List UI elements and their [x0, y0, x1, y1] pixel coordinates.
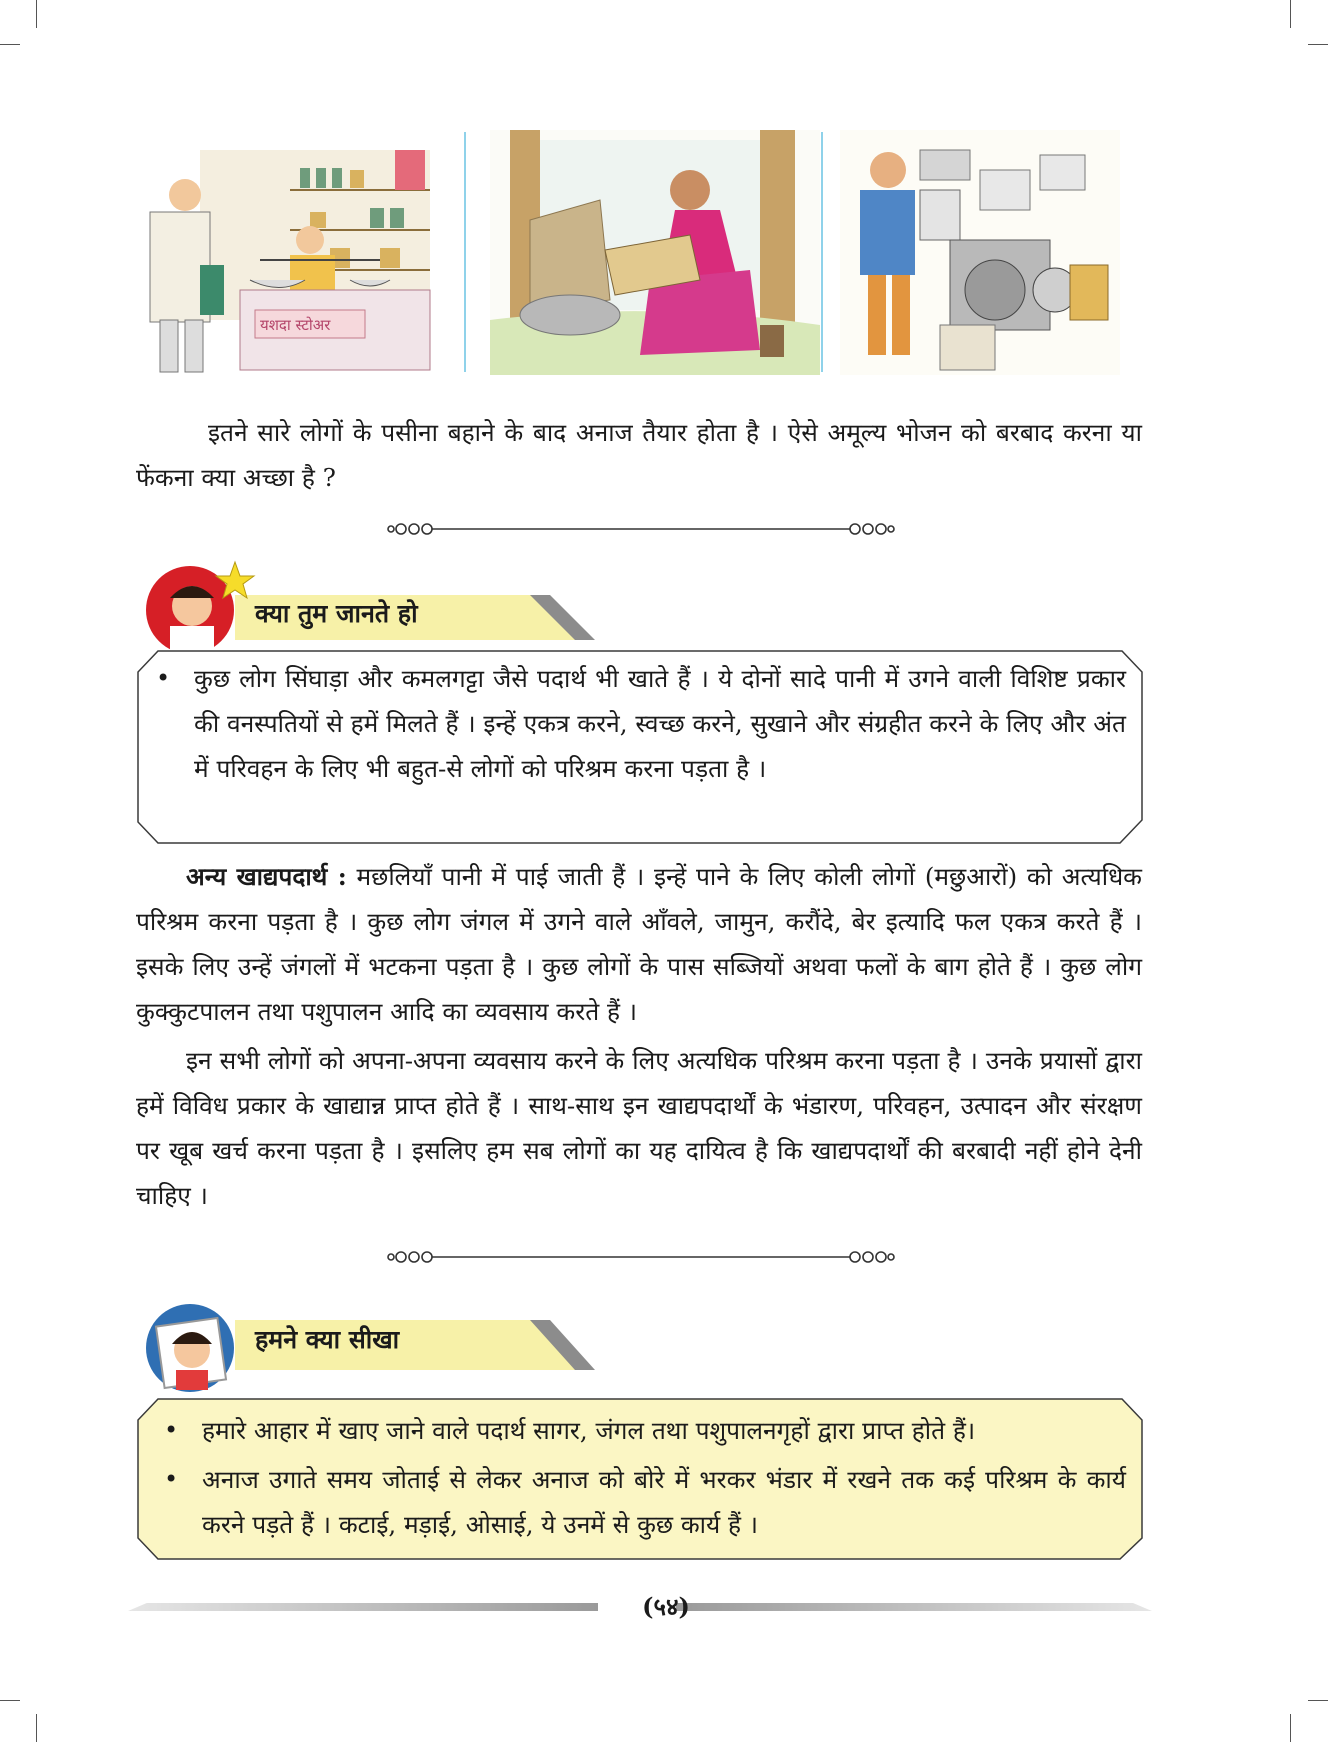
- effort-paragraph: इन सभी लोगों को अपना-अपना व्यवसाय करने के लिए अत्यधिक परिश्रम करना पड़ता है । उनके प्रयासों द्वारा हमें विविध प्रकार के खाद्यान्न प्राप्त होते हैं । साथ-साथ इन खाद्यपदार्थों के भंडारण, परिवहन, उत्पादन और संरक्षण पर खूब खर्च करना पड़ता है । इसलिए हम सब लोगों का यह दायित्व है कि खाद्यपदार्थों की बरबादी नहीं होने देनी चाहिए ।: [136, 1046, 1142, 1210]
- other-foods-heading: अन्य खाद्यपदार्थ :: [186, 862, 347, 891]
- crop-mark: [1308, 44, 1328, 45]
- illustration-separator: [464, 132, 466, 372]
- footer-rule-left: [128, 1603, 598, 1611]
- section-divider: [386, 517, 896, 541]
- illustration-separator: [821, 132, 823, 372]
- shop-sign-text: यशदा स्टोअर: [260, 316, 331, 334]
- what-we-learned-box: [136, 1398, 1144, 1560]
- crop-mark: [1290, 1714, 1291, 1742]
- footer-rule-right: [676, 1603, 1152, 1611]
- what-we-learned-point-text: अनाज उगाते समय जोताई से लेकर अनाज को बोरे में भरकर भंडार में रखने तक कई परिश्रम के कार्य करने पड़ते हैं । कटाई, मड़ाई, ओसाई, ये उनमें से कुछ कार्य हैं ।: [202, 1465, 1126, 1539]
- crop-mark: [0, 1700, 20, 1701]
- flour-mill-illustration: [840, 130, 1120, 375]
- page-number: (५४): [642, 1592, 690, 1621]
- did-you-know-banner: [140, 560, 600, 650]
- crop-mark: [36, 1714, 37, 1742]
- bullet-icon: •: [156, 664, 171, 692]
- did-you-know-point: [156, 656, 1126, 791]
- what-we-learned-point: [164, 1408, 1126, 1453]
- what-we-learned-banner: [140, 1300, 600, 1395]
- bullet-icon: •: [164, 1465, 179, 1493]
- did-you-know-title: क्या तुम जानते हो: [255, 599, 418, 628]
- crop-mark: [0, 44, 20, 45]
- what-we-learned-point: [164, 1457, 1126, 1547]
- grocery-shop-illustration: [140, 130, 440, 375]
- woman-winnowing-grain-illustration: [490, 130, 820, 375]
- did-you-know-box: [136, 650, 1144, 844]
- crop-mark: [36, 0, 37, 28]
- crop-mark: [1290, 0, 1291, 28]
- other-foods-paragraph: [136, 854, 1142, 1034]
- intro-paragraph: इतने सारे लोगों के पसीना बहाने के बाद अनाज तैयार होता है । ऐसे अमूल्य भोजन को बरबाद करना या फेंकना क्या अच्छा है ?: [136, 418, 1142, 492]
- what-we-learned-point-text: हमारे आहार में खाए जाने वाले पदार्थ सागर, जंगल तथा पशुपालनगृहों द्वारा प्राप्त होते हैं।: [202, 1416, 976, 1445]
- did-you-know-point-text: कुछ लोग सिंघाड़ा और कमलगट्टा जैसे पदार्थ भी खाते हैं । ये दोनों सादे पानी में उगने वाली विशिष्ट प्रकार की वनस्पतियों से हमें मिलते हैं । इन्हें एकत्र करने, स्वच्छ करने, सुखाने और संग्रहीत करने के लिए और अंत में परिवहन के लिए भी बहुत-से लोगों को परिश्रम करना पड़ता है ।: [194, 664, 1126, 783]
- other-foods-text: मछलियाँ पानी में पाई जाती हैं । इन्हें पाने के लिए कोली लोगों (मछुआरों) को अत्यधिक परिश्रम करना पड़ता है । कुछ लोग जंगल में उगने वाले आँवले, जामुन, करौंदे, बेर इत्यादि फल एकत्र करते हैं । इसके लिए उन्हें जंगलों में भटकना पड़ता है । कुछ लोगों के पास सब्जियों अथवा फलों के बाग होते हैं । कुछ लोग कुक्कुटपालन तथा पशुपालन आदि का व्यवसाय करते हैं ।: [136, 862, 1142, 1026]
- bullet-icon: •: [164, 1416, 179, 1444]
- section-divider: [386, 1245, 896, 1269]
- crop-mark: [1308, 1700, 1328, 1701]
- what-we-learned-title: हमने क्या सीखा: [255, 1325, 400, 1354]
